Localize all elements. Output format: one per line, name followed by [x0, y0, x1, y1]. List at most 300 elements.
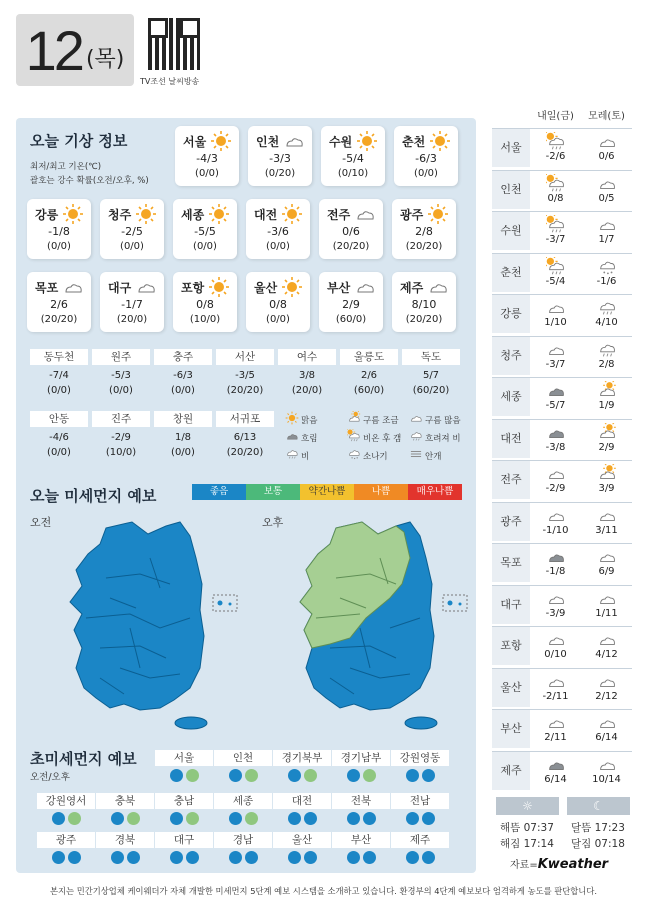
forecast-temp: 0/10 [544, 649, 567, 660]
ultra-city-name: 대전 [273, 793, 331, 809]
forecast-temp: 1/11 [595, 607, 618, 619]
city-prob: (10/0) [189, 314, 221, 325]
city-name: 수원 [329, 135, 353, 149]
ultra-city-name: 경남 [214, 832, 272, 848]
small-city-temp: -2/9 [111, 432, 131, 443]
pm-level-dot [68, 812, 81, 825]
qr-caption: TV조선 날씨방송 [140, 77, 200, 86]
forecast-row [492, 377, 632, 415]
cloud-icon [581, 755, 632, 775]
city-temp: -1/8 [48, 225, 70, 238]
ultra-city-name: 광주 [37, 832, 95, 848]
forecast-temp: 1/7 [598, 234, 615, 245]
small-city-name: 독도 [402, 349, 460, 365]
forecast-row [492, 294, 632, 332]
dust-scale-item: 매우나쁨 [408, 484, 462, 500]
small-city-name: 동두천 [30, 349, 88, 365]
forecast-row [492, 460, 632, 498]
city-prob: (0/0) [193, 241, 217, 252]
forecast-temp: -1/10 [542, 524, 569, 536]
small-city-temp: -4/6 [49, 432, 69, 443]
cloud-icon [530, 630, 581, 650]
small-city-prob: (20/20) [226, 447, 264, 458]
city-card [246, 272, 310, 332]
pm-level-dot [186, 851, 199, 864]
forecast-cell [581, 420, 632, 458]
ultra-city-name: 경기남부 [332, 750, 390, 766]
am-level-dot [52, 851, 65, 864]
sun-rain-icon [530, 215, 581, 235]
small-city-name: 창원 [154, 411, 212, 427]
ultra-city [96, 832, 154, 864]
moon-icon: ☾ [567, 797, 630, 815]
small-city-prob: (20/20) [226, 385, 264, 396]
cloud-icon [581, 713, 632, 733]
small-city-name: 충주 [154, 349, 212, 365]
source [510, 856, 608, 872]
cloud-icon [581, 589, 632, 609]
forecast-temp: 1/9 [598, 400, 615, 411]
city-temp: -3/6 [267, 225, 289, 238]
city-name: 포항 [181, 281, 205, 295]
small-city-prob: (0/0) [109, 385, 133, 396]
rain-then-clear-icon [347, 429, 361, 446]
city-prob: (0/0) [195, 168, 219, 179]
legend-label: 흐려져 비 [425, 433, 461, 444]
ultra-dots [391, 769, 449, 782]
forecast-temp: 1/10 [544, 317, 567, 328]
city-name: 제주 [400, 281, 424, 295]
city-name: 부산 [327, 281, 351, 295]
city-temp: 2/8 [415, 225, 433, 238]
city-card [246, 199, 310, 259]
ultra-dots [332, 851, 390, 864]
legend-label: 구름 많음 [425, 415, 461, 426]
ultra-city-name: 인천 [214, 750, 272, 766]
forecast-temp: 6/14 [595, 732, 618, 743]
ultra-city [37, 793, 95, 825]
am-level-dot [406, 769, 419, 782]
cloud-icon [530, 713, 581, 733]
cloud-sun-icon [581, 423, 632, 443]
cloud-icon [581, 215, 632, 235]
city-card [27, 272, 91, 332]
forecast-temp: 10/14 [592, 773, 621, 785]
ultra-city-name: 경기북부 [273, 750, 331, 766]
pm-level-dot [363, 769, 376, 782]
legend-item [409, 429, 461, 446]
ultra-dots [155, 851, 213, 864]
legend-item [347, 429, 401, 446]
forecast-cell [581, 378, 632, 416]
pm-map-label: 오후 [262, 516, 284, 529]
forecast-temp: 3/9 [598, 483, 615, 494]
date-box [16, 14, 134, 86]
forecast-city: 대전 [492, 420, 530, 458]
forecast-cell [530, 254, 581, 292]
ultra-city [332, 793, 390, 825]
forecast-cell [530, 544, 581, 582]
cloud-icon [530, 464, 581, 484]
small-city-temp: 2/6 [360, 370, 378, 381]
legend-item [347, 411, 399, 428]
ultra-dots [214, 851, 272, 864]
rain-icon [285, 447, 299, 464]
pm-level-dot [363, 851, 376, 864]
pm-level-dot [127, 851, 140, 864]
pm-level-dot [186, 769, 199, 782]
city-prob: (0/20) [264, 168, 296, 179]
forecast-cell [581, 295, 632, 333]
city-name: 전주 [327, 208, 351, 222]
ultra-city-name: 경북 [96, 832, 154, 848]
overcast-icon [530, 423, 581, 443]
ultra-dots [96, 812, 154, 825]
pm-level-dot [245, 851, 258, 864]
forecast-city: 수원 [492, 212, 530, 250]
prob-note: 괄호는 강수 확률(오전/오후, %) [30, 176, 149, 186]
dust-scale-item: 보통 [246, 484, 300, 500]
forecast-temp: -2/9 [545, 483, 566, 494]
forecast-temp: 0/5 [598, 192, 615, 204]
small-city-prob: (0/0) [47, 447, 71, 458]
city-prob: (0/0) [120, 241, 144, 252]
forecast-temp: 0/8 [547, 192, 564, 204]
city-card [175, 126, 239, 186]
ultra-dots [37, 812, 95, 825]
forecast-temp: 2/11 [544, 732, 567, 743]
sun-rain-icon [530, 257, 581, 277]
forecast-temp: 6/9 [598, 566, 615, 577]
am-level-dot [111, 851, 124, 864]
ultra-city-name: 부산 [332, 832, 390, 848]
city-name: 대전 [254, 208, 278, 222]
footer-note: 본지는 민간기상업체 케이웨더가 자체 개발한 미세먼지 5단계 예보 시스템을 소개하고 있습니다. 환경부의 4단계 예보보다 엄격하게 농도를 판단합니다. [50, 886, 597, 896]
forecast-row [492, 336, 632, 374]
sunrise: 해뜸 07:37 [500, 822, 554, 834]
dust-title: 오늘 미세먼지 예보 [30, 487, 157, 505]
cloud-icon [581, 174, 632, 194]
small-city-prob: (0/0) [171, 385, 195, 396]
city-temp: 8/10 [411, 298, 437, 311]
small-city-name: 여수 [278, 349, 336, 365]
cloud-snow-icon [581, 257, 632, 277]
forecast-city: 대구 [492, 586, 530, 624]
forecast-cell [530, 129, 581, 167]
ultra-city [214, 793, 272, 825]
forecast-city: 서울 [492, 129, 530, 167]
pm-level-dot [304, 769, 317, 782]
forecast-temp: 4/10 [595, 317, 618, 328]
city-prob: (0/10) [337, 168, 369, 179]
pm-level-dot [186, 812, 199, 825]
today-title: 오늘 기상 정보 [30, 132, 128, 150]
cloud-icon [530, 589, 581, 609]
forecast-city: 제주 [492, 752, 530, 790]
forecast-temp: 2/12 [595, 690, 618, 702]
ultra-city [155, 793, 213, 825]
ultra-city [332, 750, 390, 782]
ultra-title: 초미세먼지 예보 [30, 750, 137, 768]
pm-level-dot [304, 851, 317, 864]
small-city-prob: (60/20) [412, 385, 450, 396]
ultra-city-name: 울산 [273, 832, 331, 848]
city-prob: (0/0) [414, 168, 438, 179]
pm-level-dot [245, 769, 258, 782]
forecast-cell [581, 129, 632, 167]
cloud-icon [581, 672, 632, 692]
city-name: 인천 [256, 135, 280, 149]
ultra-city-name: 충남 [155, 793, 213, 809]
overcast-icon [530, 381, 581, 401]
legend-item [285, 447, 309, 464]
city-temp: 0/6 [342, 225, 360, 238]
forecast-temp: 0/6 [598, 151, 615, 162]
ultra-city-name: 서울 [155, 750, 213, 766]
ultra-dots [37, 851, 95, 864]
forecast-city: 전주 [492, 461, 530, 499]
forecast-temp: 6/14 [544, 773, 567, 785]
qr-code-icon[interactable] [148, 18, 200, 70]
cloud-rain-icon [581, 340, 632, 360]
ultra-dots [391, 812, 449, 825]
city-name: 서울 [183, 135, 207, 149]
forecast-cell [581, 461, 632, 499]
small-city-prob: (0/0) [47, 385, 71, 396]
forecast-temp: -3/7 [545, 234, 566, 245]
forecast-temp: -1/8 [545, 566, 566, 577]
forecast-row [492, 709, 632, 747]
ultra-city [273, 793, 331, 825]
forecast-temp: -2/11 [542, 690, 569, 702]
forecast-cell [530, 627, 581, 665]
forecast-city: 목포 [492, 544, 530, 582]
city-name: 강릉 [35, 208, 59, 222]
am-level-dot [229, 812, 242, 825]
city-temp: -1/7 [121, 298, 143, 311]
am-level-dot [288, 851, 301, 864]
small-city-temp: 5/7 [422, 370, 440, 381]
city-temp: -2/5 [121, 225, 143, 238]
ultra-city-name: 전남 [391, 793, 449, 809]
ultra-dots [273, 769, 331, 782]
am-level-dot [170, 812, 183, 825]
ultra-dots [332, 769, 390, 782]
city-card [248, 126, 312, 186]
ultra-dots [155, 769, 213, 782]
cloud-icon [530, 298, 581, 318]
ultra-dots [273, 851, 331, 864]
city-card [319, 272, 383, 332]
forecast-row [492, 668, 632, 706]
forecast-head-after: 모레(토) [588, 111, 625, 122]
am-level-dot [170, 851, 183, 864]
cloud-icon [530, 340, 581, 360]
pm-dust-map [270, 518, 470, 733]
sun-rain-icon [530, 174, 581, 194]
cloud-icon [530, 672, 581, 692]
city-prob: (0/0) [266, 241, 290, 252]
ultra-city [273, 832, 331, 864]
city-temp: -5/4 [342, 152, 364, 165]
am-level-dot [347, 812, 360, 825]
forecast-city: 세종 [492, 378, 530, 416]
forecast-row [492, 211, 632, 249]
legend-item [347, 447, 388, 464]
forecast-cell [581, 254, 632, 292]
am-map-label: 오전 [30, 516, 52, 529]
am-level-dot [111, 812, 124, 825]
sun-icon: ☼ [496, 797, 559, 815]
forecast-temp: -3/7 [545, 358, 566, 370]
legend-label: 안개 [425, 451, 442, 462]
shower-icon [347, 447, 361, 464]
forecast-row [492, 170, 632, 208]
pm-level-dot [127, 812, 140, 825]
forecast-cell [530, 503, 581, 541]
forecast-city: 포항 [492, 627, 530, 665]
forecast-cell [581, 586, 632, 624]
small-city-name: 울릉도 [340, 349, 398, 365]
forecast-cell [581, 669, 632, 707]
legend-label: 흐림 [301, 433, 318, 444]
sunset: 해짐 17:14 [500, 838, 554, 850]
ultra-city-name: 대구 [155, 832, 213, 848]
am-level-dot [406, 812, 419, 825]
pm-level-dot [422, 851, 435, 864]
overcast-icon [530, 755, 581, 775]
dust-scale-item: 좋음 [192, 484, 246, 500]
forecast-cell [530, 337, 581, 375]
forecast-cell [581, 337, 632, 375]
dust-scale-item: 약간나쁨 [300, 484, 354, 500]
date-day-of-week: (목) [85, 46, 125, 72]
ultra-dots [273, 812, 331, 825]
forecast-city: 인천 [492, 171, 530, 209]
ultra-dots [155, 812, 213, 825]
forecast-cell [530, 378, 581, 416]
city-prob: (0/0) [266, 314, 290, 325]
forecast-row [492, 128, 632, 166]
ultra-city [37, 832, 95, 864]
forecast-cell [530, 420, 581, 458]
cloud-sun-icon [581, 381, 632, 401]
legend-label: 소나기 [363, 451, 388, 462]
small-city-temp: 3/8 [298, 370, 316, 381]
city-card [319, 199, 383, 259]
small-city-temp: -6/3 [173, 370, 193, 381]
ultra-dots [391, 851, 449, 864]
cloud-icon [530, 506, 581, 526]
ultra-city [155, 750, 213, 782]
small-city-prob: (0/0) [171, 447, 195, 458]
ultra-city [214, 832, 272, 864]
pm-level-dot [304, 812, 317, 825]
mostly-cloudy-icon [409, 411, 423, 428]
source-brand: Kweather [537, 857, 609, 872]
forecast-temp: 2/8 [598, 358, 615, 370]
ultra-dots [96, 851, 154, 864]
forecast-row [492, 253, 632, 291]
moonrise: 달뜸 17:23 [571, 822, 625, 834]
legend-item [285, 429, 317, 446]
legend-item [409, 411, 461, 428]
city-prob: (0/0) [47, 241, 71, 252]
partly-cloudy-icon [347, 411, 361, 428]
forecast-temp: -3/9 [545, 607, 566, 619]
forecast-temp: -1/6 [596, 275, 617, 287]
small-city-temp: -3/5 [235, 370, 255, 381]
city-name: 춘천 [402, 135, 426, 149]
forecast-cell [530, 669, 581, 707]
am-level-dot [347, 769, 360, 782]
small-city-temp: 1/8 [174, 432, 192, 443]
forecast-cell [581, 544, 632, 582]
am-level-dot [52, 812, 65, 825]
city-card [392, 272, 456, 332]
pm-level-dot [68, 851, 81, 864]
am-level-dot [288, 812, 301, 825]
small-city-name: 서귀포 [216, 411, 274, 427]
ultra-city-name: 충북 [96, 793, 154, 809]
pm-level-dot [422, 812, 435, 825]
forecast-temp: 2/9 [598, 441, 615, 453]
forecast-city: 강릉 [492, 295, 530, 333]
city-name: 세종 [181, 208, 205, 222]
ultra-city [391, 793, 449, 825]
city-name: 목포 [35, 281, 59, 295]
am-level-dot [170, 769, 183, 782]
city-temp: 2/9 [342, 298, 360, 311]
forecast-cell [530, 295, 581, 333]
pm-level-dot [245, 812, 258, 825]
cloudy-then-rain-icon [409, 429, 423, 446]
forecast-city: 부산 [492, 710, 530, 748]
forecast-cell [530, 461, 581, 499]
cloud-icon [581, 132, 632, 152]
forecast-city: 춘천 [492, 254, 530, 292]
ultra-city [214, 750, 272, 782]
city-name: 대구 [108, 281, 132, 295]
legend-label: 맑음 [301, 415, 318, 426]
ultra-city-name: 제주 [391, 832, 449, 848]
city-card [173, 199, 237, 259]
city-prob: (20/20) [332, 241, 370, 252]
forecast-row [492, 543, 632, 581]
legend-label: 구름 조금 [363, 415, 399, 426]
forecast-temp: 3/11 [595, 524, 618, 536]
city-prob: (20/20) [405, 241, 443, 252]
forecast-head-tomorrow: 내일(금) [537, 111, 574, 122]
forecast-temp: 4/12 [595, 649, 618, 660]
fog-icon [409, 447, 423, 464]
forecast-cell [581, 627, 632, 665]
cloud-rain-icon [581, 298, 632, 318]
temp-note: 최저/최고 기온(℃) [30, 162, 102, 172]
pm-level-dot [363, 812, 376, 825]
city-name: 광주 [400, 208, 424, 222]
am-level-dot [347, 851, 360, 864]
small-city-name: 안동 [30, 411, 88, 427]
forecast-cell [581, 503, 632, 541]
am-level-dot [406, 851, 419, 864]
ultra-dots [214, 769, 272, 782]
ultra-city-name: 세종 [214, 793, 272, 809]
forecast-row [492, 585, 632, 623]
small-city-prob: (60/0) [353, 385, 385, 396]
forecast-temp: -2/6 [545, 151, 566, 162]
city-card [392, 199, 456, 259]
